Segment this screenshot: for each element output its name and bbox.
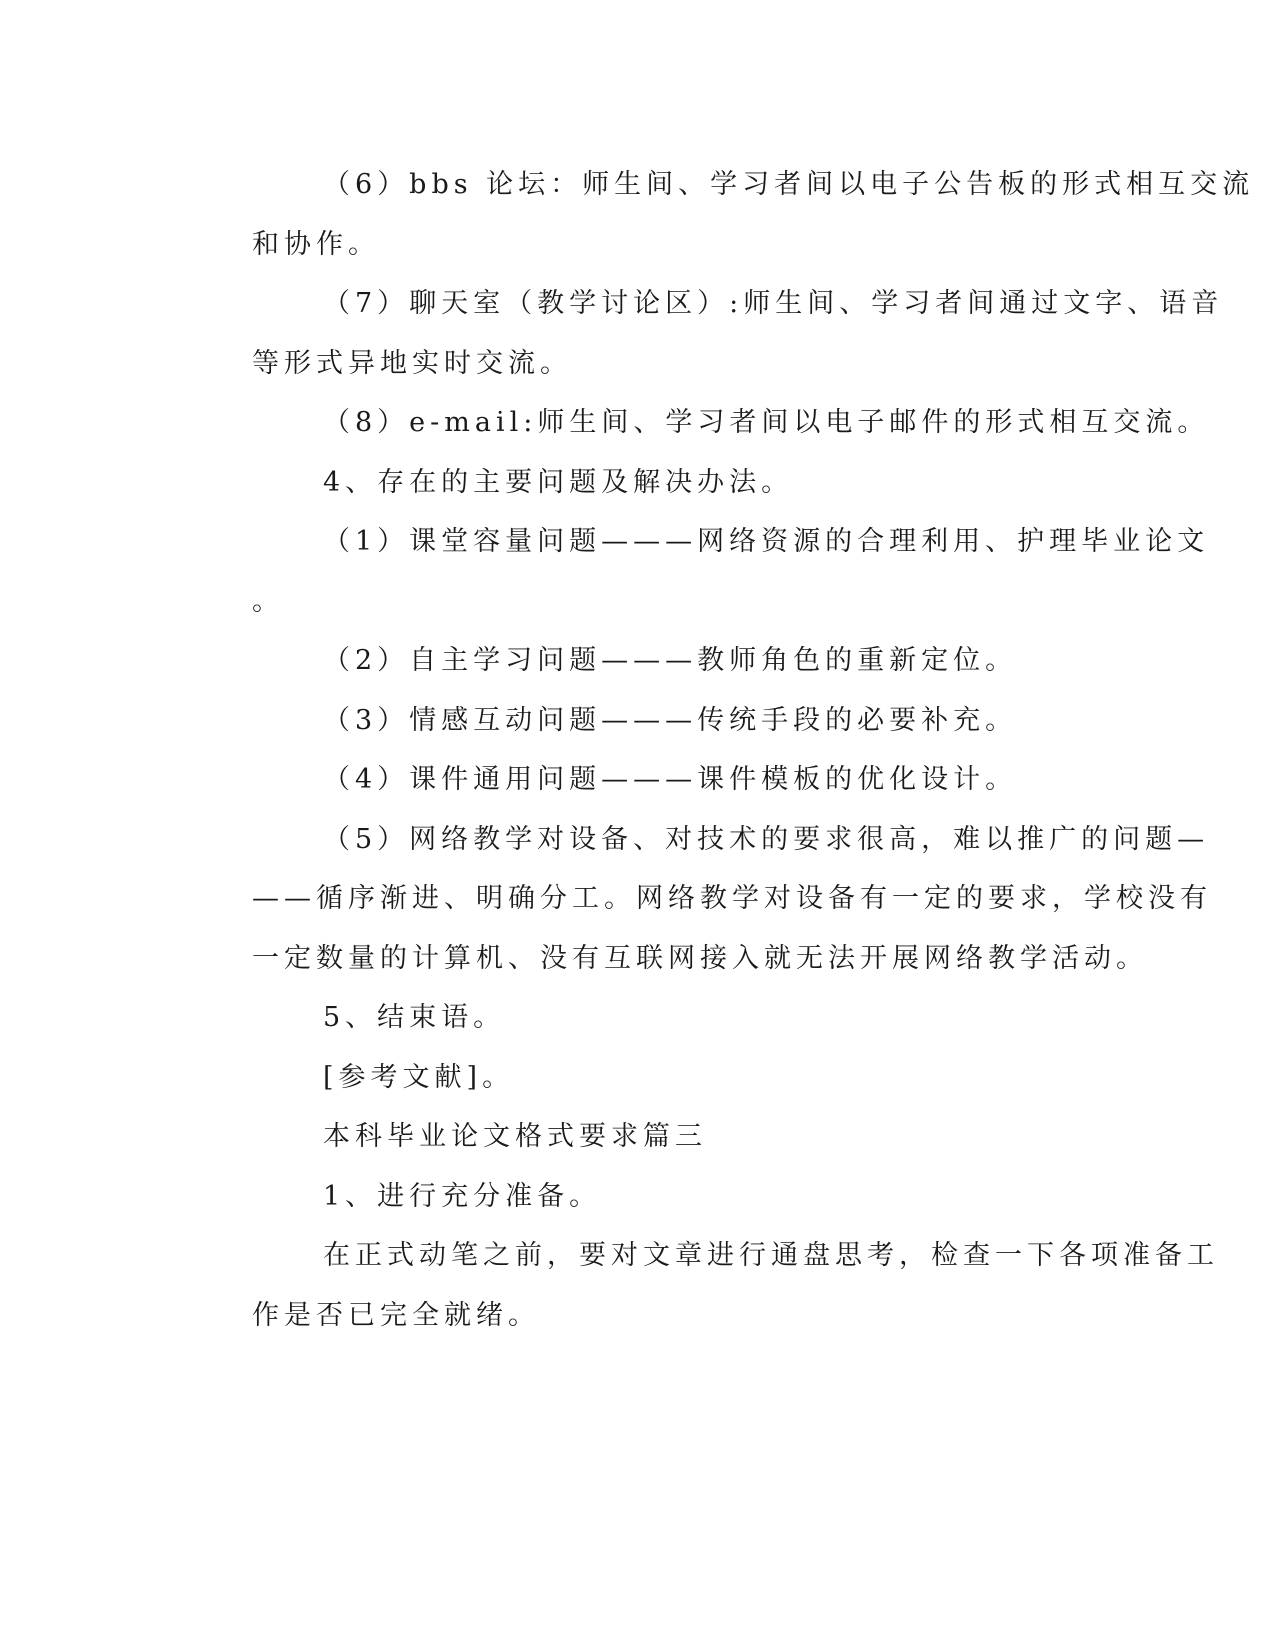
paragraph-preparation bbox=[181, 1226, 1219, 1345]
text-line: （2）自主学习问题———教师角色的重新定位。 bbox=[323, 645, 1018, 676]
text-line: 等形式异地实时交流。 bbox=[252, 347, 572, 379]
text-line: 一定数量的计算机、没有互联网接入就无法开展网络教学活动。 bbox=[252, 942, 1148, 974]
text-line: 1、进行充分准备。 bbox=[323, 1180, 602, 1212]
paragraph-problem-3 bbox=[181, 691, 1061, 751]
text-line: [参考文献]。 bbox=[323, 1061, 515, 1093]
text-line: （5）网络教学对设备、对技术的要求很高，难以推广的问题— bbox=[323, 823, 1210, 855]
text-line: （1）课堂容量问题———网络资源的合理利用、护理毕业论文 bbox=[323, 526, 1210, 557]
paragraph-problem-1 bbox=[181, 512, 1210, 631]
text-line: 在正式动笔之前，要对文章进行通盘思考，检查一下各项准备工 bbox=[323, 1240, 1219, 1271]
text-line: 4、存在的主要问题及解决办法。 bbox=[323, 466, 794, 498]
section-heading-conclusion bbox=[181, 988, 1061, 1048]
paragraph-problem-5 bbox=[181, 810, 1212, 989]
text-line: 。 bbox=[252, 585, 284, 617]
text-line: 本科毕业论文格式要求篇三 bbox=[323, 1121, 707, 1152]
text-line: （4）课件通用问题———课件模板的优化设计。 bbox=[323, 764, 1018, 795]
paragraph-bbs-forum bbox=[181, 155, 1255, 274]
text-line: 作是否已完全就绪。 bbox=[252, 1299, 540, 1331]
section-heading-problems bbox=[181, 453, 1061, 513]
paragraph-problem-2 bbox=[181, 631, 1061, 691]
article-title-part-three bbox=[181, 1107, 1061, 1167]
text-line: ——循序渐进、明确分工。网络教学对设备有一定的要求，学校没有 bbox=[252, 883, 1212, 914]
paragraph-chat-room bbox=[181, 274, 1224, 393]
text-line: （3）情感互动问题———传统手段的必要补充。 bbox=[323, 704, 1018, 736]
paragraph-problem-4 bbox=[181, 750, 1061, 810]
text-line: （7）聊天室（教学讨论区）:师生间、学习者间通过文字、语音 bbox=[323, 288, 1224, 319]
references-heading bbox=[181, 1048, 1061, 1108]
text-line: （6）bbs 论坛：师生间、学习者间以电子公告板的形式相互交流 bbox=[323, 169, 1255, 200]
text-line: （8）e-mail:师生间、学习者间以电子邮件的形式相互交流。 bbox=[323, 407, 1210, 438]
section-heading-preparation bbox=[181, 1167, 1061, 1227]
document-body bbox=[181, 155, 1255, 1345]
text-line: 和协作。 bbox=[252, 228, 380, 260]
paragraph-email bbox=[181, 393, 1210, 453]
text-line: 5、结束语。 bbox=[323, 1002, 506, 1033]
